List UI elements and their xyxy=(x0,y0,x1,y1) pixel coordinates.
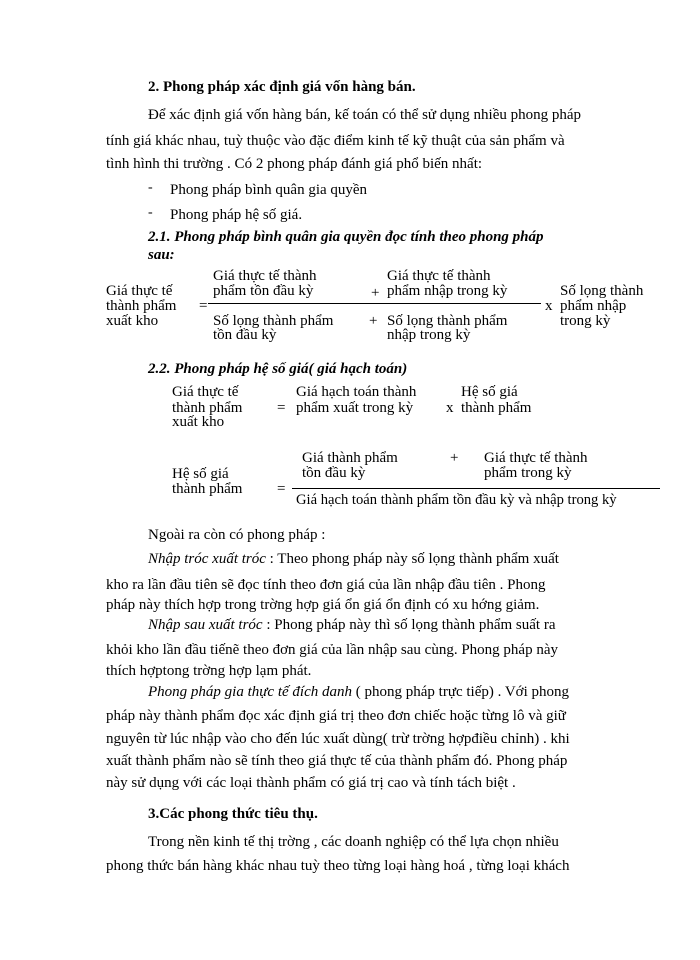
formula1-right-2: phẩm nhập xyxy=(560,298,627,314)
formula3-lhs-2: thành phẩm xyxy=(172,481,243,497)
formula3-fraction-bar xyxy=(292,488,660,489)
intro-line-3: tình hình thi trường . Có 2 phong pháp đánh giá phổ biến nhất: xyxy=(106,156,483,172)
formula2-lhs-1: Giá thực tế xyxy=(172,384,239,400)
formula3-num-b-2: phẩm trong kỳ xyxy=(484,465,572,481)
formula3-equals: = xyxy=(277,481,286,497)
method2-line-3: thích hợptong trờng hợp lạm phát. xyxy=(106,663,312,679)
method3-line-5: này sử dụng với các loại thành phẩm có giá trị cao và tính tách biệt . xyxy=(106,775,516,791)
formula1-num-b-2: phẩm nhập trong kỳ xyxy=(387,283,508,299)
section-heading-2-2: 2.2. Phong pháp hệ số giá( giá hạch toán) xyxy=(148,361,408,377)
formula3-denominator: Giá hạch toán thành phẩm tồn đầu kỳ và nhập trong kỳ xyxy=(296,492,617,508)
formula1-den-a-1: Số lọng thành phẩm xyxy=(213,313,334,329)
section-heading-3: 3.Các phong thức tiêu thụ. xyxy=(148,806,318,822)
bullet-item-2: Phong pháp hệ số giá. xyxy=(170,207,303,223)
formula2-a-2: phẩm xuất trong kỳ xyxy=(296,400,414,416)
formula1-den-b-2: nhập trong kỳ xyxy=(387,327,471,343)
formula1-lhs-3: xuất kho xyxy=(106,313,159,329)
formula3-num-plus: + xyxy=(450,450,459,466)
intro-line-2: tính giá khác nhau, tuỳ thuộc vào đặc điểm kinh tế kỹ thuật của sản phẩm và xyxy=(106,133,565,149)
method2-first-line xyxy=(148,617,555,634)
method1-label: Nhập tróc xuất tróc xyxy=(148,551,266,567)
method1-first-line xyxy=(148,551,559,568)
formula1-fraction-bar xyxy=(208,303,541,304)
other-methods-intro: Ngoài ra còn có phong pháp : xyxy=(148,527,326,543)
formula1-lhs-2: thành phẩm xyxy=(106,298,177,314)
method1-first-text: : Theo phong pháp này số lọng thành phẩm xuất xyxy=(265,551,559,567)
formula1-num-a-1: Giá thực tế thành xyxy=(213,268,317,284)
formula3-num-b-1: Giá thực tế thành xyxy=(484,450,588,466)
intro-line-1: Để xác định giá vốn hàng bán, kế toán có thể sử dụng nhiều phong pháp xyxy=(148,107,582,123)
formula1-equals: = xyxy=(199,298,208,314)
formula1-num-plus: + xyxy=(371,285,380,301)
formula2-a-1: Giá hạch toán thành xyxy=(296,384,417,400)
method3-first-text: ( phong pháp trực tiếp) . Với phong xyxy=(352,684,570,700)
method1-line-3: pháp này thích hợp trong trờng hợp giá ổn giá ổn định có xu hớng giảm. xyxy=(106,597,540,613)
method3-line-2: pháp này thành phẩm đọc xác định giá trị theo đơn chiếc hoặc từng lô và giữ xyxy=(106,708,566,724)
bullet-dash-2: - xyxy=(148,205,153,220)
formula2-lhs-2: thành phẩm xyxy=(172,400,243,416)
method2-line-2: khỏi kho lần đầu tiếnẽ theo đơn giá của lần nhập sau cùng. Phong pháp này xyxy=(106,642,558,658)
section-heading-2-1: 2.1. Phong pháp bình quân gia quyền đọc tính theo phong pháp xyxy=(148,229,544,245)
bullet-item-1: Phong pháp bình quân gia quyền xyxy=(170,182,368,198)
section-heading-2-1-cont: sau: xyxy=(148,247,175,263)
formula1-num-b-1: Giá thực tế thành xyxy=(387,268,491,284)
method3-line-3: nguyên từ lúc nhập vào cho đến lúc xuất dùng( trừ trờng hợpđiều chỉnh) . khi xyxy=(106,731,570,747)
formula1-lhs-1: Giá thực tế xyxy=(106,283,173,299)
method1-line-2: kho ra lần đầu tiên sẽ đọc tính theo đơn giá của lần nhập đầu tiên . Phong xyxy=(106,577,546,593)
formula3-num-a-1: Giá thành phẩm xyxy=(302,450,398,466)
formula3-lhs-1: Hệ số giá xyxy=(172,466,229,482)
section-heading-2: 2. Phong pháp xác định giá vốn hàng bán. xyxy=(148,79,416,95)
formula2-times: x xyxy=(446,400,454,416)
bullet-dash-1: - xyxy=(148,180,153,195)
formula1-right-1: Số lọng thành xyxy=(560,283,644,299)
para3-line-2: phong thức bán hàng khác nhau tuỳ theo từng loại hàng hoá , từng loại khách xyxy=(106,858,570,874)
formula2-b-2: thành phẩm xyxy=(461,400,532,416)
method2-label: Nhập sau xuất tróc xyxy=(148,617,263,633)
formula1-den-plus: + xyxy=(369,313,378,329)
formula2-b-1: Hệ số giá xyxy=(461,384,518,400)
method3-first-line xyxy=(148,684,569,701)
formula2-equals: = xyxy=(277,400,286,416)
formula1-den-b-1: Số lọng thành phẩm xyxy=(387,313,508,329)
formula1-num-a-2: phẩm tồn đầu kỳ xyxy=(213,283,314,299)
formula3-num-a-2: tồn đầu kỳ xyxy=(302,465,366,481)
method2-first-text: : Phong pháp này thì số lọng thành phẩm suất ra xyxy=(262,617,556,633)
method3-label: Phong pháp gia thực tế đích danh xyxy=(148,684,352,700)
para3-line-1: Trong nền kinh tế thị trờng , các doanh nghiệp có thể lựa chọn nhiều xyxy=(148,834,559,850)
formula2-lhs-3: xuất kho xyxy=(172,414,225,430)
method3-line-4: xuất thành phẩm nào sẽ tính theo giá thực tế của thành phẩm đó. Phong pháp xyxy=(106,753,568,769)
formula1-times: x xyxy=(545,298,553,314)
formula1-den-a-2: tồn đầu kỳ xyxy=(213,327,277,343)
formula1-right-3: trong kỳ xyxy=(560,313,611,329)
